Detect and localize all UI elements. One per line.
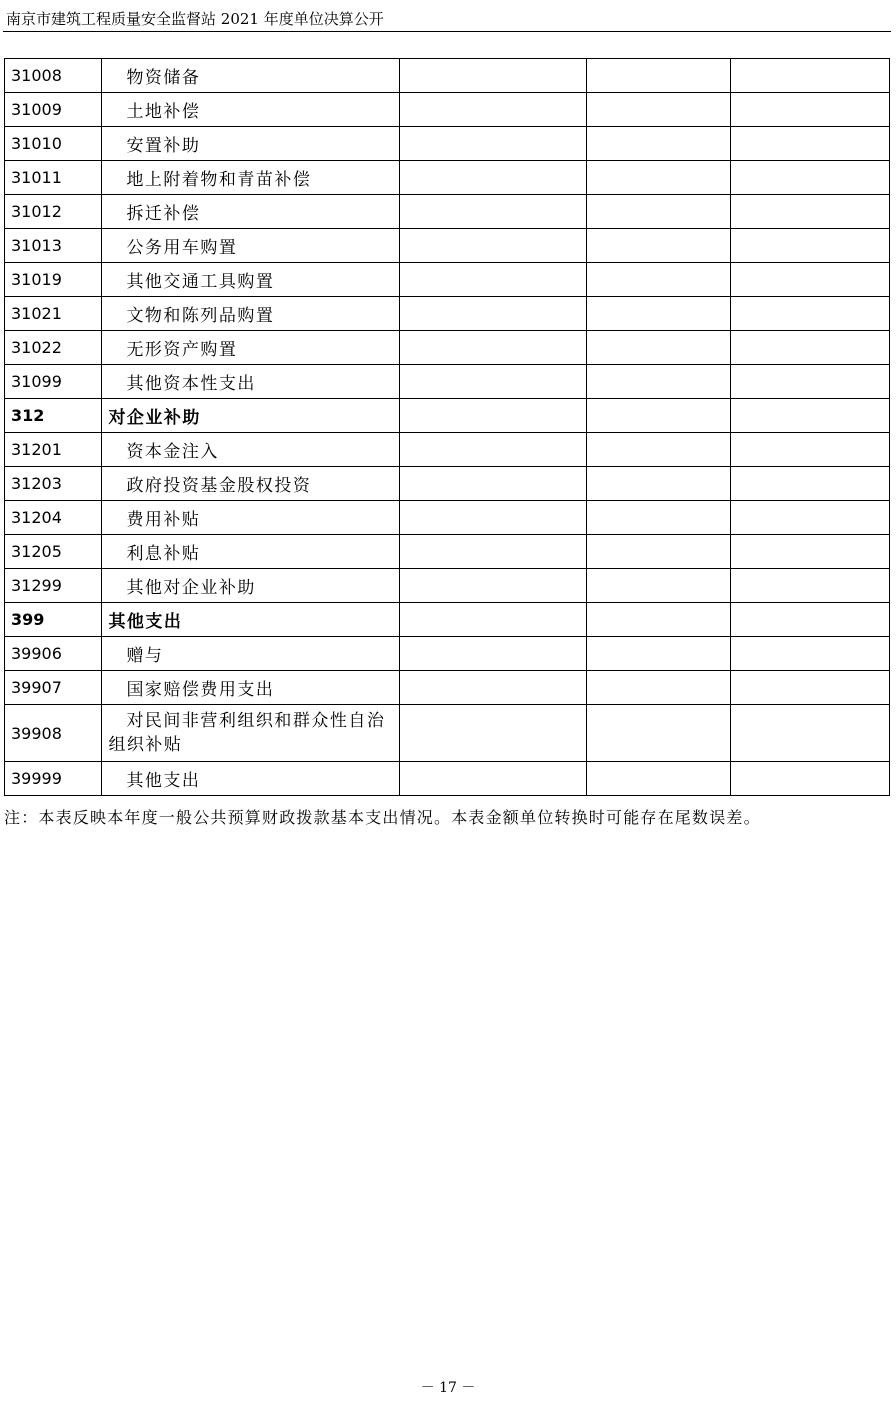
value-cell xyxy=(731,93,890,127)
value-cell xyxy=(731,603,890,637)
row-code: 31204 xyxy=(5,501,102,535)
value-cell xyxy=(731,59,890,93)
value-cell xyxy=(399,637,586,671)
row-name: 赠与 xyxy=(102,637,399,671)
row-name: 安置补助 xyxy=(102,127,399,161)
value-cell xyxy=(586,195,731,229)
value-cell xyxy=(399,297,586,331)
value-cell xyxy=(731,637,890,671)
row-code: 31205 xyxy=(5,535,102,569)
value-cell xyxy=(586,127,731,161)
value-cell xyxy=(731,365,890,399)
table-row xyxy=(5,93,890,127)
row-code: 31008 xyxy=(5,59,102,93)
table-row xyxy=(5,263,890,297)
value-cell xyxy=(731,535,890,569)
value-cell xyxy=(731,762,890,796)
expenditure-table xyxy=(4,58,890,796)
value-cell xyxy=(586,762,731,796)
value-cell xyxy=(586,501,731,535)
row-code: 31201 xyxy=(5,433,102,467)
value-cell xyxy=(399,127,586,161)
value-cell xyxy=(731,501,890,535)
row-name: 拆迁补偿 xyxy=(102,195,399,229)
table-footnote: 注：本表反映本年度一般公共预算财政拨款基本支出情况。本表金额单位转换时可能存在尾数误差。 xyxy=(4,808,761,827)
row-code: 31010 xyxy=(5,127,102,161)
table-row xyxy=(5,433,890,467)
row-code: 31099 xyxy=(5,365,102,399)
row-code: 39906 xyxy=(5,637,102,671)
row-name: 地上附着物和青苗补偿 xyxy=(102,161,399,195)
value-cell xyxy=(586,297,731,331)
value-cell xyxy=(586,603,731,637)
value-cell xyxy=(586,263,731,297)
value-cell xyxy=(586,569,731,603)
table-row xyxy=(5,762,890,796)
value-cell xyxy=(399,501,586,535)
value-cell xyxy=(586,93,731,127)
value-cell xyxy=(399,467,586,501)
table-row xyxy=(5,365,890,399)
value-cell xyxy=(731,195,890,229)
table-row xyxy=(5,331,890,365)
value-cell xyxy=(399,433,586,467)
value-cell xyxy=(731,399,890,433)
table-row xyxy=(5,467,890,501)
value-cell xyxy=(586,705,731,762)
row-code: 312 xyxy=(5,399,102,433)
value-cell xyxy=(399,93,586,127)
value-cell xyxy=(399,59,586,93)
table-row xyxy=(5,127,890,161)
value-cell xyxy=(731,671,890,705)
value-cell xyxy=(586,331,731,365)
row-name: 物资储备 xyxy=(102,59,399,93)
value-cell xyxy=(399,535,586,569)
row-name: 政府投资基金股权投资 xyxy=(102,467,399,501)
value-cell xyxy=(731,297,890,331)
table-row-category xyxy=(5,603,890,637)
value-cell xyxy=(399,195,586,229)
row-code: 31299 xyxy=(5,569,102,603)
header-divider xyxy=(3,31,891,32)
row-code: 31021 xyxy=(5,297,102,331)
table-row xyxy=(5,705,890,762)
value-cell xyxy=(586,467,731,501)
value-cell xyxy=(731,263,890,297)
value-cell xyxy=(399,263,586,297)
value-cell xyxy=(586,399,731,433)
value-cell xyxy=(399,603,586,637)
row-name: 无形资产购置 xyxy=(102,331,399,365)
table-row xyxy=(5,569,890,603)
row-code: 399 xyxy=(5,603,102,637)
row-name: 其他支出 xyxy=(102,603,399,637)
value-cell xyxy=(586,161,731,195)
row-code: 31019 xyxy=(5,263,102,297)
value-cell xyxy=(399,229,586,263)
row-name: 资本金注入 xyxy=(102,433,399,467)
value-cell xyxy=(731,229,890,263)
value-cell xyxy=(731,127,890,161)
row-name: 国家赔偿费用支出 xyxy=(102,671,399,705)
row-code: 39907 xyxy=(5,671,102,705)
value-cell xyxy=(399,365,586,399)
value-cell xyxy=(399,762,586,796)
value-cell xyxy=(399,399,586,433)
table-row xyxy=(5,297,890,331)
row-name: 对企业补助 xyxy=(102,399,399,433)
row-code: 39908 xyxy=(5,705,102,762)
row-code: 31203 xyxy=(5,467,102,501)
row-name: 其他对企业补助 xyxy=(102,569,399,603)
row-code: 31012 xyxy=(5,195,102,229)
value-cell xyxy=(731,331,890,365)
value-cell xyxy=(586,637,731,671)
row-code: 31022 xyxy=(5,331,102,365)
table-row xyxy=(5,59,890,93)
value-cell xyxy=(586,365,731,399)
row-name: 对民间非营利组织和群众性自治 组织补贴 xyxy=(102,705,399,762)
value-cell xyxy=(399,331,586,365)
value-cell xyxy=(731,569,890,603)
value-cell xyxy=(586,671,731,705)
value-cell xyxy=(731,705,890,762)
value-cell xyxy=(586,59,731,93)
table-row xyxy=(5,501,890,535)
row-code: 31009 xyxy=(5,93,102,127)
row-name: 其他资本性支出 xyxy=(102,365,399,399)
table-row xyxy=(5,637,890,671)
value-cell xyxy=(399,569,586,603)
row-code: 31013 xyxy=(5,229,102,263)
row-name: 费用补贴 xyxy=(102,501,399,535)
value-cell xyxy=(731,433,890,467)
table-row xyxy=(5,671,890,705)
row-code: 39999 xyxy=(5,762,102,796)
value-cell xyxy=(586,229,731,263)
row-name: 土地补偿 xyxy=(102,93,399,127)
table-row-category xyxy=(5,399,890,433)
row-name: 其他支出 xyxy=(102,762,399,796)
value-cell xyxy=(399,671,586,705)
table-row xyxy=(5,161,890,195)
table-row xyxy=(5,195,890,229)
value-cell xyxy=(586,535,731,569)
page-number: － 17 － xyxy=(420,1380,476,1396)
page-header-title: 南京市建筑工程质量安全监督站 2021 年度单位决算公开 xyxy=(6,10,384,28)
row-name: 文物和陈列品购置 xyxy=(102,297,399,331)
value-cell xyxy=(399,161,586,195)
row-code: 31011 xyxy=(5,161,102,195)
table-row xyxy=(5,229,890,263)
row-name: 公务用车购置 xyxy=(102,229,399,263)
row-name: 其他交通工具购置 xyxy=(102,263,399,297)
table-row xyxy=(5,535,890,569)
value-cell xyxy=(731,467,890,501)
value-cell xyxy=(399,705,586,762)
row-name: 利息补贴 xyxy=(102,535,399,569)
value-cell xyxy=(586,433,731,467)
value-cell xyxy=(731,161,890,195)
